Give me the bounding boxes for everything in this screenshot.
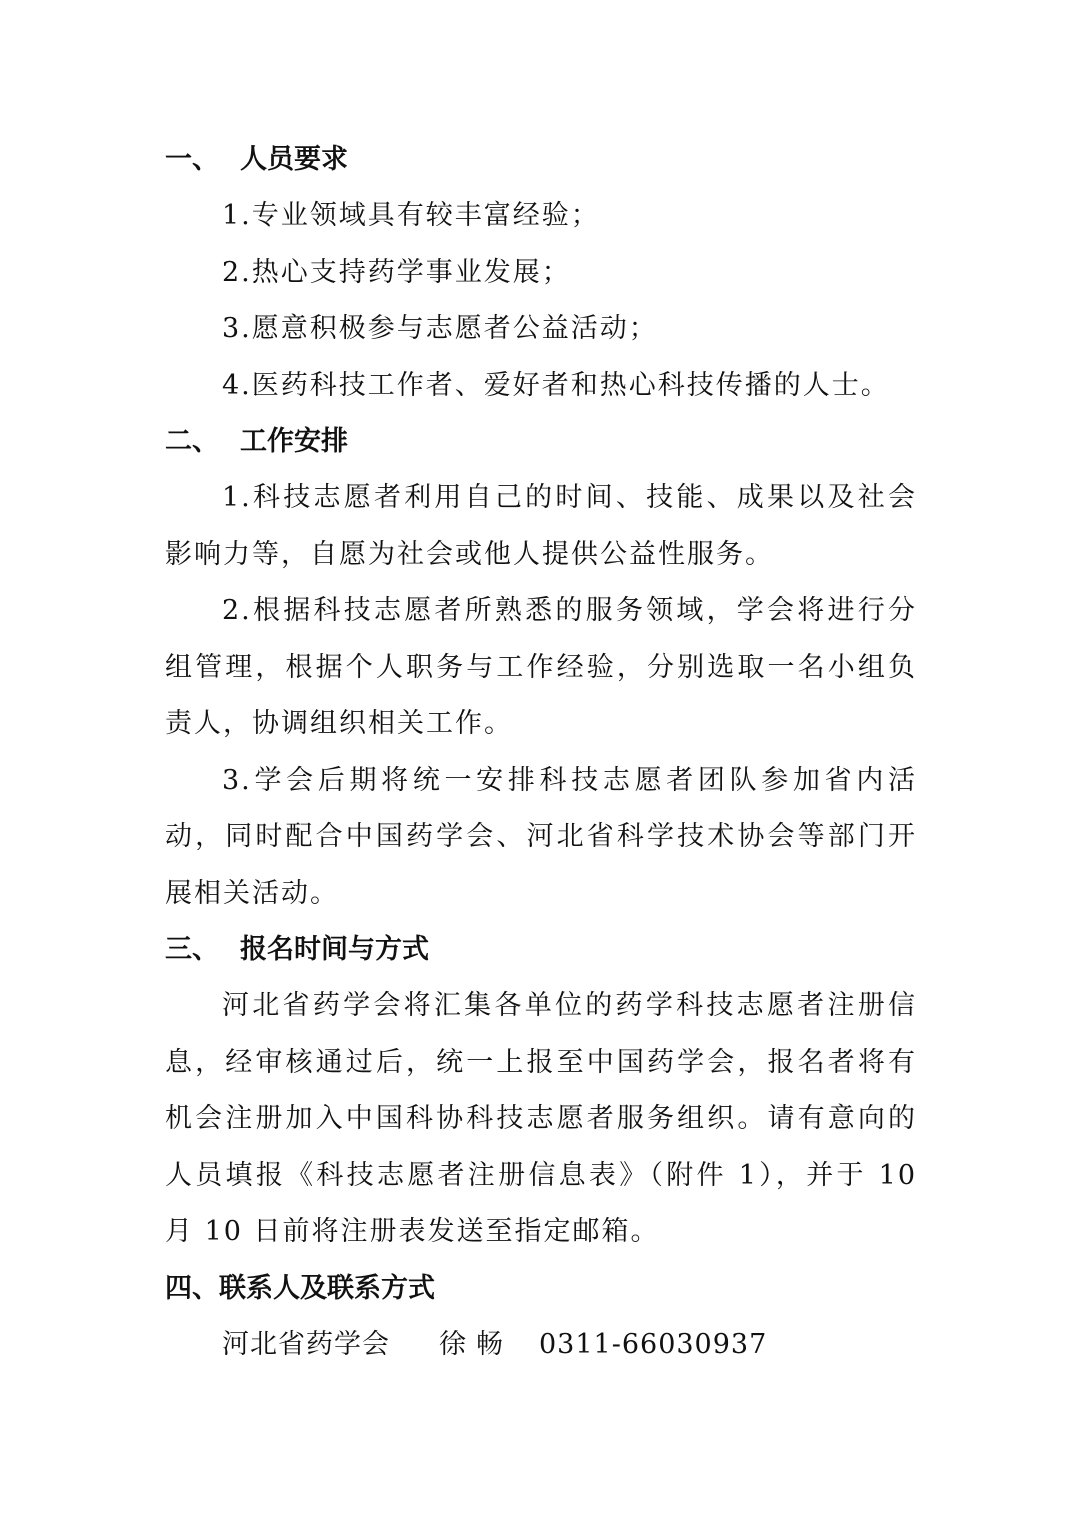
section-title: 工作安排 (240, 426, 348, 457)
section-number: 四、 (165, 1272, 219, 1304)
paragraph: 河北省药学会将汇集各单位的药学科技志愿者注册信息，经审核通过后，统一上报至中国药学会，报名者将有机会注册加入中国科协科技志愿者服务组织。请有意向的人员填报《科技志愿者注册信息表》（附件 1），并于 10 月 10 日前将注册表发送至指定邮箱。 (165, 990, 917, 1247)
section-number: 一、 (165, 144, 219, 175)
section-heading-registration (165, 922, 917, 978)
paragraph: 1.科技志愿者利用自己的时间、技能、成果以及社会影响力等，自愿为社会或他人提供公益性服务。 (165, 482, 917, 570)
contact-person: 徐畅 (439, 1328, 513, 1360)
section-title: 报名时间与方式 (240, 934, 429, 965)
document-body (165, 132, 917, 1373)
paragraph: 3.学会后期将统一安排科技志愿者团队参加省内活动，同时配合中国药学会、河北省科学技术协会等部门开展相关活动。 (165, 764, 917, 909)
contact-phone: 0311-66030937 (539, 1328, 768, 1360)
list-item: 3.愿意积极参与志愿者公益活动； (222, 313, 658, 344)
list-item: 1.专业领域具有较丰富经验； (222, 200, 600, 231)
section-heading-work-arrangement (165, 414, 917, 470)
section-title: 人员要求 (240, 144, 348, 175)
section-number: 二、 (165, 426, 219, 457)
section-number: 三、 (165, 934, 219, 965)
list-item: 4.医药科技工作者、爱好者和热心科技传播的人士。 (222, 369, 890, 401)
section-heading-personnel (165, 132, 917, 188)
list-item: 2.热心支持药学事业发展； (222, 256, 571, 288)
contact-organization: 河北省药学会 (222, 1328, 390, 1360)
contact-line (165, 1317, 917, 1374)
section-heading-contact (165, 1261, 917, 1317)
section-title: 联系人及联系方式 (219, 1272, 435, 1304)
paragraph: 2.根据科技志愿者所熟悉的服务领域，学会将进行分组管理，根据个人职务与工作经验，分别选取一名小组负责人，协调组织相关工作。 (165, 595, 917, 739)
